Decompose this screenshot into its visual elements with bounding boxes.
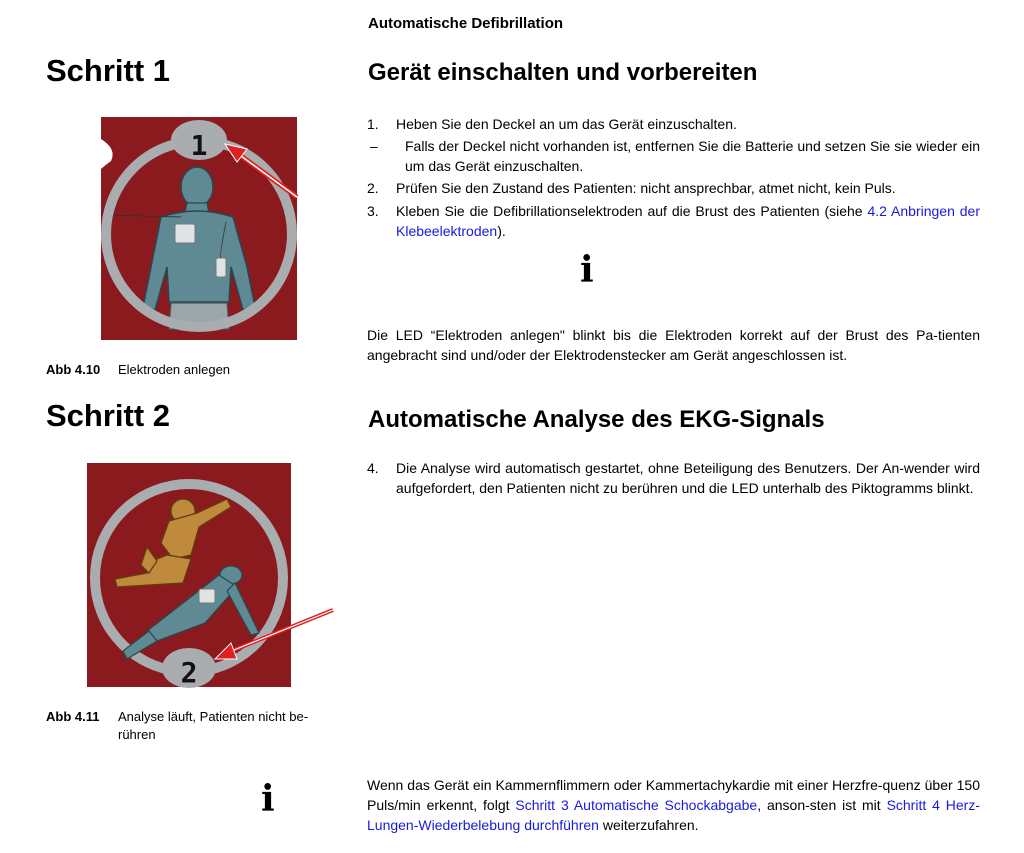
figure-electrodes [101,117,301,340]
step-2-title: Schritt 2 [46,398,171,433]
caption-label: Abb 4.10 [46,362,101,377]
step-1-title: Schritt 1 [46,53,171,88]
figure-number: 1 [190,129,208,162]
list-dash: – [370,138,378,154]
figure-analysis [87,463,337,688]
list-subitem [370,136,980,176]
caption-text: Elektroden anlegen [118,362,231,377]
electrode-pad-icon [199,589,215,603]
link-electrodes[interactable]: 4.2 Anbringen der Klebeelektroden [396,203,980,239]
caption-text-continued: rühren [118,727,156,742]
list-number: 4. [367,460,379,476]
note-paragraph [367,775,980,835]
electrode-pad-icon [175,224,195,243]
list-item [367,178,980,198]
electrode-pad-icon [216,258,226,277]
link-schritt-4[interactable]: Schritt 4 Herz-Lungen-Wiederbelebung durchführen [367,797,981,833]
list-item [367,114,980,134]
figure-caption-4-11 [46,708,308,726]
section-title-prepare: Gerät einschalten und vorbereiten [368,59,758,86]
list-text: Kleben Sie die Defibrillationselektroden auf die Brust des Patienten (siehe [396,203,863,219]
note-text: , anson-sten ist mit [757,797,881,813]
list-text: Prüfen Sie den Zustand des Patienten: nicht ansprechbar, atmet nicht, kein Puls. [396,180,896,196]
info-icon: i [261,778,275,820]
note-text: Wenn das Gerät ein Kammernflimmern oder Kammertachykardie mit einer Herzfre-quenz über 150 Puls/min erkennt, folgt [367,777,980,813]
figure-caption-4-10 [46,361,230,379]
link-schritt-3[interactable]: Schritt 3 Automatische Schockabgabe [515,797,758,813]
list-item [367,458,980,518]
list-text-end: ). [497,223,506,239]
caption-text: Analyse läuft, Patienten nicht be- [118,709,309,724]
figure-number: 2 [180,656,198,688]
note-text: weiterzufahren. [602,817,699,833]
info-icon: i [580,249,594,291]
note-paragraph: Die LED “Elektroden anlegen" blinkt bis die Elektroden korrekt auf der Brust des Pa-tienten angebracht sind und/oder der Elektrodenstecker am Gerät angeschlossen ist. [367,327,980,363]
list-number: 1. [367,116,379,132]
list-text-container [396,201,980,241]
caption-label: Abb 4.11 [46,709,100,724]
running-header: Automatische Defibrillation [368,15,564,32]
section-title-analysis: Automatische Analyse des EKG-Signals [368,406,825,433]
list-text: Heben Sie den Deckel an um das Gerät einzuschalten. [396,116,737,132]
list-text: Die Analyse wird automatisch gestartet, ohne Beteiligung des Benutzers. Der An-wender wird aufgefordert, den Patienten nicht zu berühren und die LED unterhalb des Piktogramms blinkt. [396,460,980,496]
list-number: 2. [367,180,379,196]
list-number: 3. [367,203,379,219]
list-text: Falls der Deckel nicht vorhanden ist, entfernen Sie die Batterie und setzen Sie sie wieder ein um das Gerät einzuschalten. [405,138,980,174]
list-item [367,201,980,241]
